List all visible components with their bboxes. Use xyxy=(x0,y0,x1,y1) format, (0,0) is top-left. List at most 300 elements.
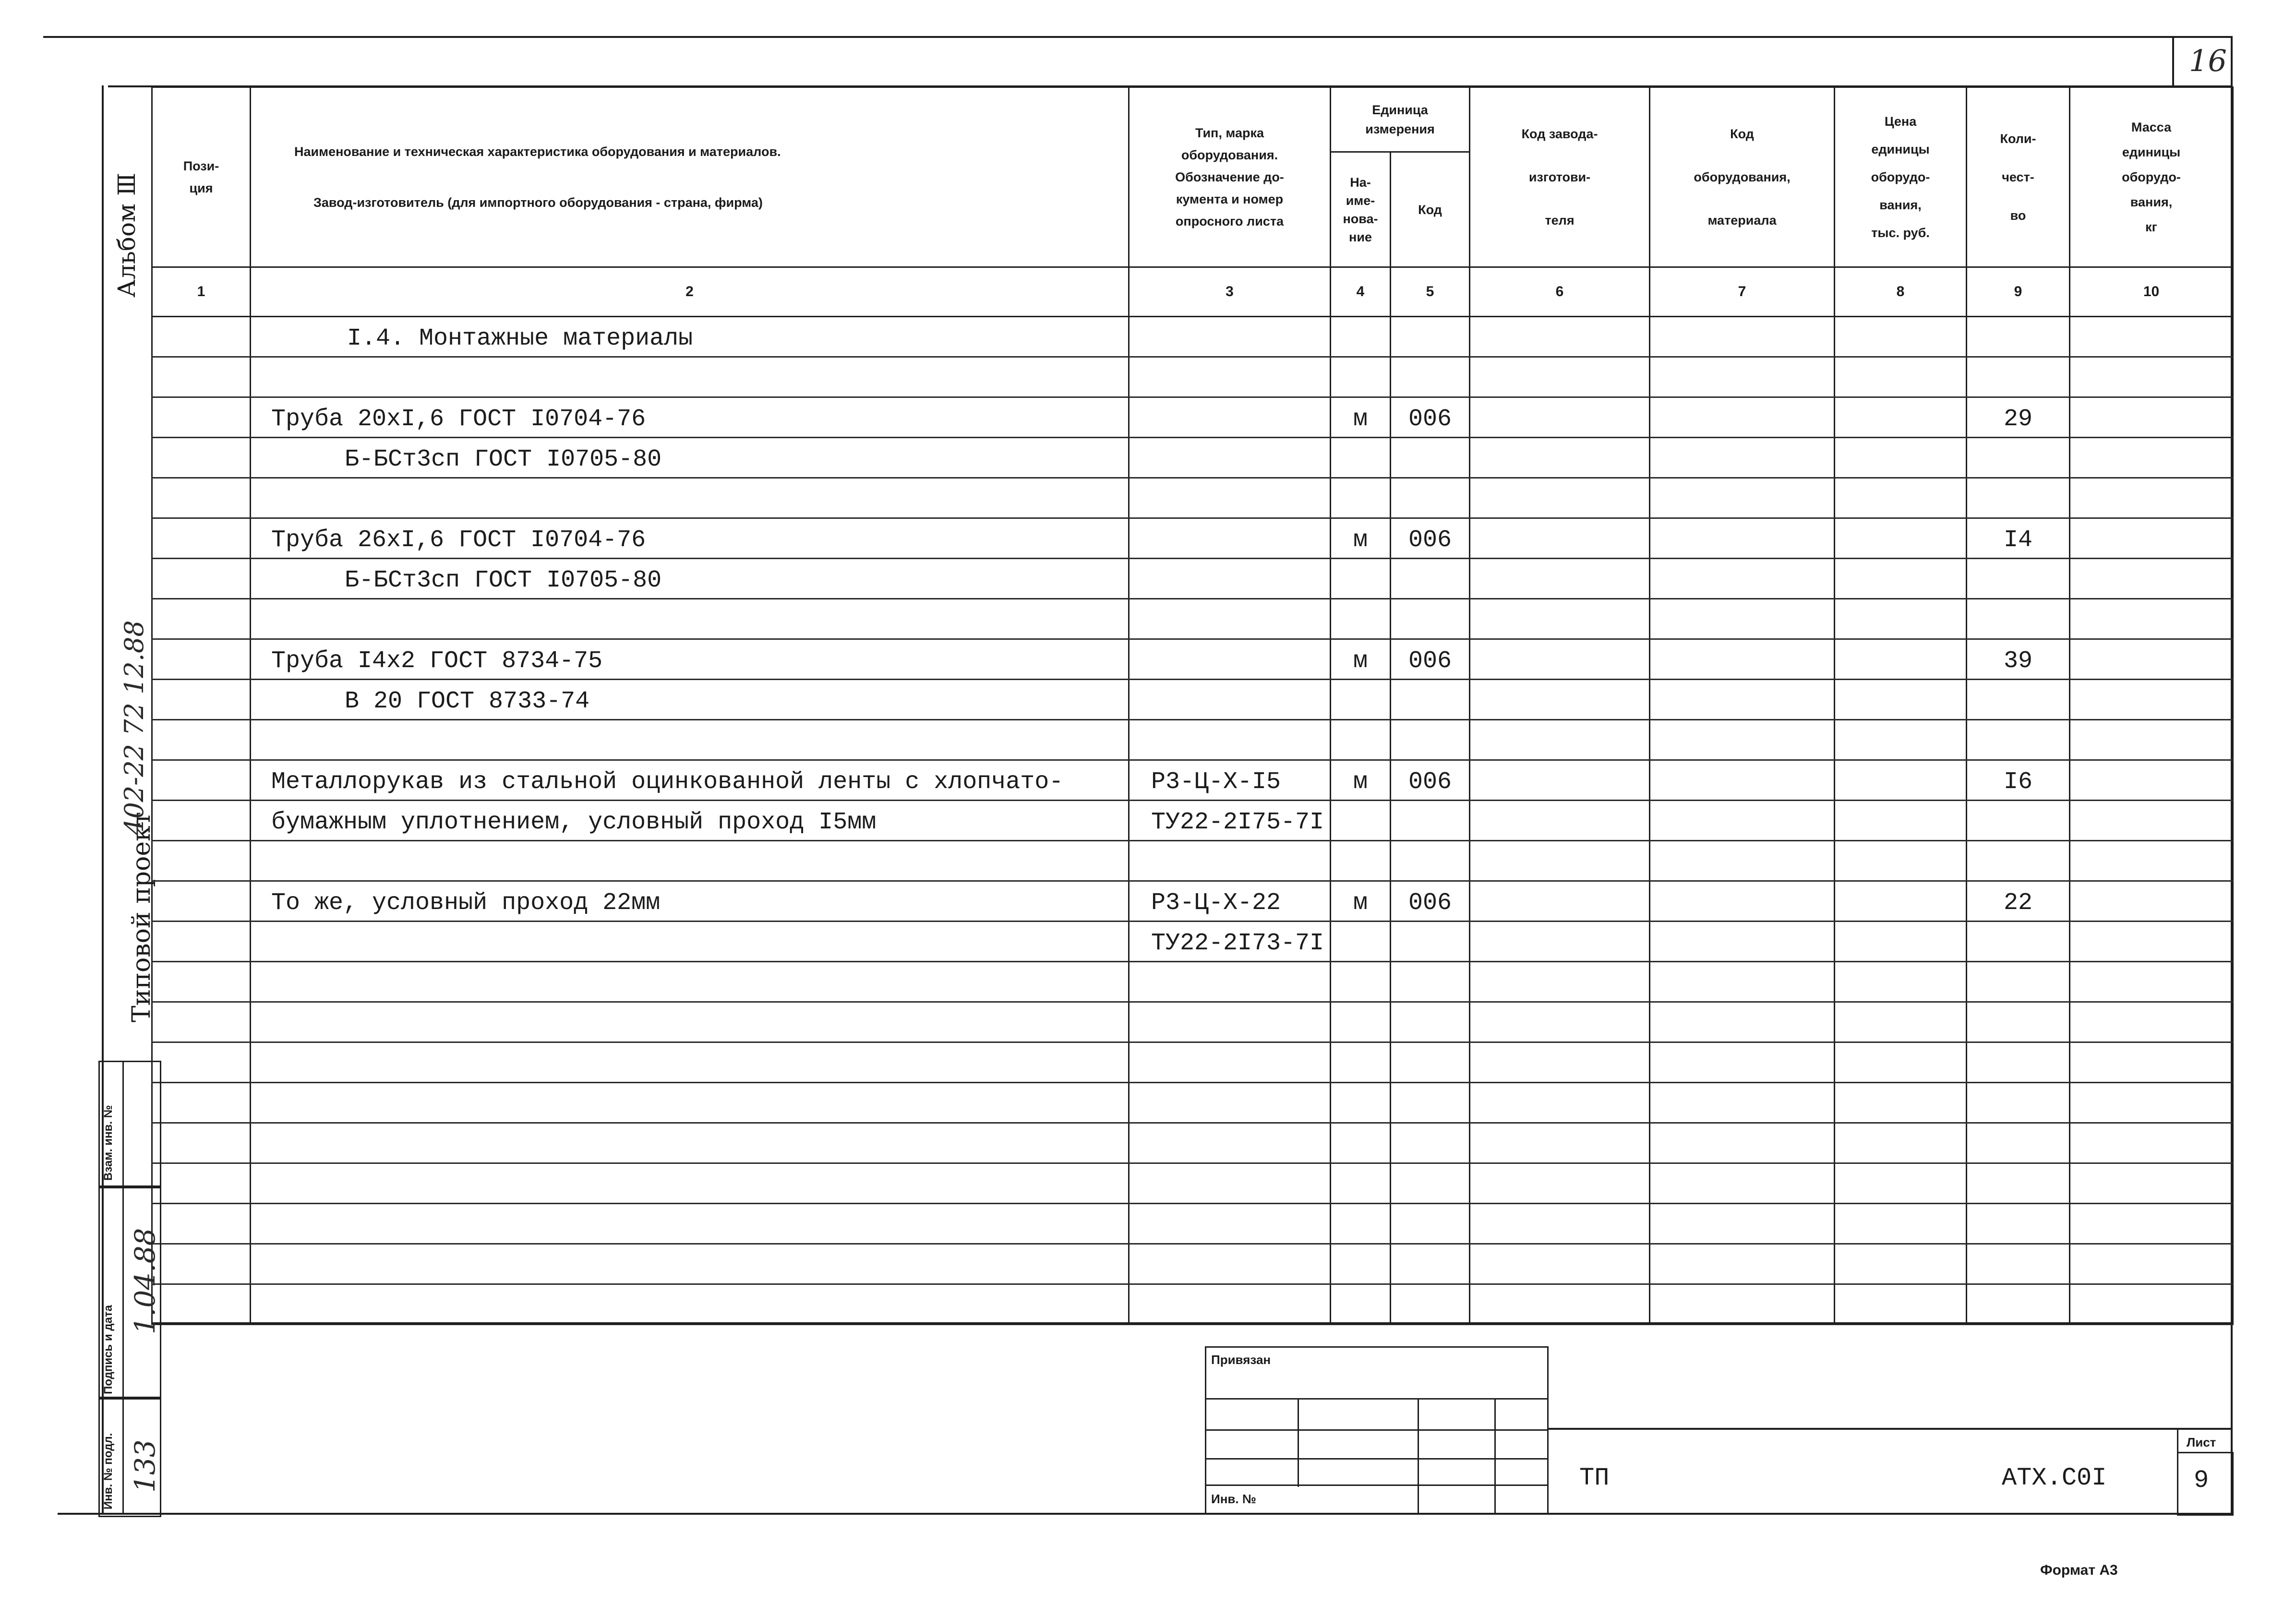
cell-unit-name xyxy=(1331,720,1391,760)
cell-unit-code xyxy=(1391,841,1470,881)
cell-unit-name xyxy=(1331,962,1391,1002)
cell-price xyxy=(1835,1284,1967,1325)
cell-name: Б-БСт3сп ГОСТ I0705-80 xyxy=(251,559,1129,599)
cell-type: ТУ22-2I75-7I xyxy=(1129,801,1331,841)
cell-price xyxy=(1835,881,1967,922)
cell-mass xyxy=(2070,438,2233,478)
cell-equipment-code xyxy=(1650,962,1835,1002)
cell-equipment-code xyxy=(1650,639,1835,680)
table-row xyxy=(152,1204,2233,1244)
cell-price xyxy=(1835,1204,1967,1244)
side-stamp-signature-label: Подпись и дата xyxy=(102,1305,115,1394)
cell-equipment-code xyxy=(1650,841,1835,881)
cell-unit-name xyxy=(1331,1002,1391,1042)
cell-position xyxy=(152,599,251,639)
table-row xyxy=(152,599,2233,639)
cell-type: Р3-Ц-Х-I5 xyxy=(1129,760,1331,801)
table-row xyxy=(152,1002,2233,1042)
cell-position xyxy=(152,639,251,680)
cell-name: бумажным уплотнением, условный проход I5мм xyxy=(251,801,1129,841)
cell-unit-code: 006 xyxy=(1391,397,1470,438)
cell-position xyxy=(152,1083,251,1123)
cell-unit-code xyxy=(1391,559,1470,599)
table-row xyxy=(152,680,2233,720)
cell-unit-code xyxy=(1391,1204,1470,1244)
cell-type xyxy=(1129,680,1331,720)
cell-equipment-code xyxy=(1650,922,1835,962)
cell-position xyxy=(152,559,251,599)
corner-box-left xyxy=(2172,36,2174,86)
cell-quantity: 39 xyxy=(1967,639,2070,680)
cell-plant-code xyxy=(1470,317,1650,357)
cell-price xyxy=(1835,599,1967,639)
cell-price xyxy=(1835,317,1967,357)
table-row xyxy=(152,1042,2233,1083)
header-unit-code: Код xyxy=(1391,152,1470,267)
cell-plant-code xyxy=(1470,680,1650,720)
cell-plant-code xyxy=(1470,438,1650,478)
cell-name xyxy=(251,1163,1129,1204)
corner-page-number: 16 xyxy=(2189,43,2227,78)
cell-position xyxy=(152,357,251,397)
cell-position xyxy=(152,1002,251,1042)
cell-type xyxy=(1129,1002,1331,1042)
cell-type xyxy=(1129,599,1331,639)
cell-quantity xyxy=(1967,1244,2070,1284)
column-number-8: 8 xyxy=(1835,267,1967,317)
cell-unit-name xyxy=(1331,922,1391,962)
cell-equipment-code xyxy=(1650,599,1835,639)
project-number-handwritten: 402-22 72 12.88 xyxy=(119,620,149,835)
cell-quantity xyxy=(1967,438,2070,478)
cell-quantity xyxy=(1967,841,2070,881)
column-number-3: 3 xyxy=(1129,267,1331,317)
cell-unit-code xyxy=(1391,1163,1470,1204)
doc-type: ТП xyxy=(1579,1464,1610,1492)
format-label: Формат А3 xyxy=(2040,1562,2118,1578)
cell-type xyxy=(1129,720,1331,760)
cell-plant-code xyxy=(1470,1163,1650,1204)
cell-price xyxy=(1835,922,1967,962)
cell-mass xyxy=(2070,559,2233,599)
cell-mass xyxy=(2070,518,2233,559)
cell-unit-code xyxy=(1391,680,1470,720)
cell-mass xyxy=(2070,760,2233,801)
cell-unit-code xyxy=(1391,1083,1470,1123)
cell-unit-code: 006 xyxy=(1391,760,1470,801)
table-row xyxy=(152,639,2233,680)
cell-mass xyxy=(2070,881,2233,922)
table-row xyxy=(152,559,2233,599)
header-unit-name: На- име- нова- ние xyxy=(1331,152,1391,267)
table-row xyxy=(152,357,2233,397)
cell-price xyxy=(1835,518,1967,559)
cell-equipment-code xyxy=(1650,559,1835,599)
cell-type xyxy=(1129,357,1331,397)
cell-unit-name: м xyxy=(1331,397,1391,438)
cell-plant-code xyxy=(1470,1204,1650,1244)
cell-quantity xyxy=(1967,317,2070,357)
cell-mass xyxy=(2070,317,2233,357)
cell-unit-name xyxy=(1331,1123,1391,1163)
cell-price xyxy=(1835,478,1967,518)
cell-equipment-code xyxy=(1650,518,1835,559)
sheet-top-line xyxy=(2177,1428,2178,1514)
cell-unit-code xyxy=(1391,438,1470,478)
cell-equipment-code xyxy=(1650,478,1835,518)
cell-type xyxy=(1129,317,1331,357)
cell-price xyxy=(1835,357,1967,397)
cell-unit-code: 006 xyxy=(1391,881,1470,922)
cell-unit-name xyxy=(1331,1083,1391,1123)
cell-unit-code xyxy=(1391,599,1470,639)
cell-unit-code xyxy=(1391,478,1470,518)
cell-quantity xyxy=(1967,922,2070,962)
table-row xyxy=(152,1163,2233,1204)
cell-equipment-code xyxy=(1650,680,1835,720)
cell-unit-code: 006 xyxy=(1391,639,1470,680)
stamp-band-line xyxy=(1548,1428,2232,1430)
cell-price xyxy=(1835,841,1967,881)
cell-equipment-code xyxy=(1650,1002,1835,1042)
cell-position xyxy=(152,881,251,922)
cell-mass xyxy=(2070,1244,2233,1284)
cell-plant-code xyxy=(1470,559,1650,599)
cell-quantity xyxy=(1967,1042,2070,1083)
cell-type xyxy=(1129,559,1331,599)
cell-mass xyxy=(2070,1002,2233,1042)
cell-mass xyxy=(2070,1284,2233,1325)
cell-quantity xyxy=(1967,962,2070,1002)
cell-type: Р3-Ц-Х-22 xyxy=(1129,881,1331,922)
cell-name: Металлорукав из стальной оцинкованной ленты с хлопчато- xyxy=(251,760,1129,801)
table-row xyxy=(152,438,2233,478)
cell-price xyxy=(1835,397,1967,438)
cell-unit-name xyxy=(1331,1042,1391,1083)
table-row xyxy=(152,478,2233,518)
cell-name: Труба I4х2 ГОСТ 8734-75 xyxy=(251,639,1129,680)
cell-quantity xyxy=(1967,599,2070,639)
cell-quantity xyxy=(1967,1123,2070,1163)
project-label: Типовой проект xyxy=(127,812,156,1022)
table-bottom-line xyxy=(151,1322,2232,1324)
cell-mass xyxy=(2070,841,2233,881)
cell-price xyxy=(1835,1163,1967,1204)
cell-quantity: I4 xyxy=(1967,518,2070,559)
column-number-10: 10 xyxy=(2070,267,2233,317)
cell-unit-name xyxy=(1331,1284,1391,1325)
cell-position xyxy=(152,962,251,1002)
cell-name xyxy=(251,599,1129,639)
header-equipment-code: Код оборудования, материала xyxy=(1650,87,1835,267)
frame-bottom xyxy=(58,1513,2232,1515)
cell-quantity xyxy=(1967,1002,2070,1042)
cell-position xyxy=(152,760,251,801)
cell-type xyxy=(1129,438,1331,478)
cell-unit-name xyxy=(1331,559,1391,599)
cell-quantity: 22 xyxy=(1967,881,2070,922)
cell-unit-name: м xyxy=(1331,881,1391,922)
binding-line-3 xyxy=(1206,1458,1547,1460)
table-row xyxy=(152,397,2233,438)
cell-equipment-code xyxy=(1650,720,1835,760)
table-row xyxy=(152,317,2233,357)
cell-unit-code xyxy=(1391,720,1470,760)
cell-mass xyxy=(2070,478,2233,518)
side-stamp-inv-original-label: Инв. № подл. xyxy=(102,1433,115,1509)
cell-equipment-code xyxy=(1650,1284,1835,1325)
header-position: Пози- ция xyxy=(152,87,251,267)
cell-name xyxy=(251,478,1129,518)
binding-vline-1 xyxy=(1298,1398,1299,1487)
cell-name xyxy=(251,1284,1129,1325)
cell-plant-code xyxy=(1470,397,1650,438)
binding-stamp-label: Привязан xyxy=(1211,1353,1271,1367)
cell-quantity xyxy=(1967,478,2070,518)
sheet-label: Лист xyxy=(2187,1435,2216,1449)
cell-equipment-code xyxy=(1650,1244,1835,1284)
table-row xyxy=(152,962,2233,1002)
cell-position xyxy=(152,1244,251,1284)
cell-name: Б-БСт3сп ГОСТ I0705-80 xyxy=(251,438,1129,478)
cell-type xyxy=(1129,1204,1331,1244)
specification-body xyxy=(152,317,2233,1325)
cell-price xyxy=(1835,438,1967,478)
cell-unit-name: м xyxy=(1331,760,1391,801)
cell-mass xyxy=(2070,1123,2233,1163)
cell-unit-name xyxy=(1331,438,1391,478)
table-row xyxy=(152,881,2233,922)
cell-unit-code xyxy=(1391,1244,1470,1284)
column-number-1: 1 xyxy=(152,267,251,317)
cell-unit-code xyxy=(1391,962,1470,1002)
binding-vline-2 xyxy=(1418,1398,1419,1513)
cell-plant-code xyxy=(1470,478,1650,518)
cell-name xyxy=(251,1042,1129,1083)
cell-unit-name: м xyxy=(1331,518,1391,559)
binding-stamp xyxy=(1205,1346,1549,1515)
header-name-line2: Завод-изготовитель (для импортного оборудования - страна, фирма) xyxy=(313,195,763,210)
cell-equipment-code xyxy=(1650,1204,1835,1244)
cell-quantity: 29 xyxy=(1967,397,2070,438)
cell-price xyxy=(1835,1042,1967,1083)
cell-name xyxy=(251,922,1129,962)
cell-equipment-code xyxy=(1650,357,1835,397)
cell-equipment-code xyxy=(1650,1042,1835,1083)
cell-type xyxy=(1129,1123,1331,1163)
header-name-line1: Наименование и техническая характеристика оборудования и материалов. xyxy=(294,144,781,159)
cell-price xyxy=(1835,1123,1967,1163)
binding-line-4 xyxy=(1206,1484,1547,1486)
header-type: Тип, марка оборудования. Обозначение до- кумента и номер опросного листа xyxy=(1129,87,1331,267)
cell-mass xyxy=(2070,599,2233,639)
cell-type xyxy=(1129,962,1331,1002)
cell-position xyxy=(152,922,251,962)
cell-position xyxy=(152,841,251,881)
cell-unit-code: 006 xyxy=(1391,518,1470,559)
cell-equipment-code xyxy=(1650,397,1835,438)
cell-unit-code xyxy=(1391,801,1470,841)
cell-plant-code xyxy=(1470,720,1650,760)
cell-price xyxy=(1835,639,1967,680)
cell-plant-code xyxy=(1470,1083,1650,1123)
cell-mass xyxy=(2070,639,2233,680)
table-row xyxy=(152,518,2233,559)
cell-position xyxy=(152,1163,251,1204)
table-row xyxy=(152,922,2233,962)
table-row xyxy=(152,1123,2233,1163)
cell-position xyxy=(152,478,251,518)
column-number-4: 4 xyxy=(1331,267,1391,317)
doc-code: АТХ.С0I xyxy=(2002,1464,2107,1492)
cell-quantity xyxy=(1967,720,2070,760)
specification-table xyxy=(151,86,2234,1325)
cell-position xyxy=(152,397,251,438)
cell-unit-name xyxy=(1331,801,1391,841)
side-stamp-divider xyxy=(122,1061,124,1514)
cell-price xyxy=(1835,1083,1967,1123)
cell-type xyxy=(1129,1163,1331,1204)
cell-name xyxy=(251,1083,1129,1123)
table-row xyxy=(152,1083,2233,1123)
cell-name: В 20 ГОСТ 8733-74 xyxy=(251,680,1129,720)
cell-mass xyxy=(2070,962,2233,1002)
cell-type xyxy=(1129,1284,1331,1325)
cell-quantity xyxy=(1967,801,2070,841)
cell-unit-name xyxy=(1331,1204,1391,1244)
cell-quantity xyxy=(1967,1204,2070,1244)
cell-quantity xyxy=(1967,559,2070,599)
cell-name xyxy=(251,962,1129,1002)
cell-plant-code xyxy=(1470,962,1650,1002)
cell-price xyxy=(1835,559,1967,599)
table-row xyxy=(152,801,2233,841)
cell-mass xyxy=(2070,720,2233,760)
cell-plant-code xyxy=(1470,518,1650,559)
cell-unit-code xyxy=(1391,1284,1470,1325)
header-plant-code: Код завода- изготови- теля xyxy=(1470,87,1650,267)
cell-plant-code xyxy=(1470,881,1650,922)
cell-name xyxy=(251,1123,1129,1163)
cell-quantity xyxy=(1967,1083,2070,1123)
cell-unit-name xyxy=(1331,357,1391,397)
binding-vline-3 xyxy=(1494,1398,1496,1513)
cell-quantity xyxy=(1967,680,2070,720)
cell-quantity: I6 xyxy=(1967,760,2070,801)
cell-unit-code xyxy=(1391,317,1470,357)
cell-mass xyxy=(2070,397,2233,438)
cell-position xyxy=(152,1284,251,1325)
column-number-5: 5 xyxy=(1391,267,1470,317)
cell-unit-code xyxy=(1391,357,1470,397)
side-stamp-replaced-inv-label: Взам. инв. № xyxy=(102,1105,115,1181)
cell-plant-code xyxy=(1470,760,1650,801)
cell-plant-code xyxy=(1470,357,1650,397)
cell-mass xyxy=(2070,1163,2233,1204)
cell-mass xyxy=(2070,357,2233,397)
cell-name xyxy=(251,720,1129,760)
table-row xyxy=(152,720,2233,760)
cell-equipment-code xyxy=(1650,1123,1835,1163)
sheet-number: 9 xyxy=(2194,1466,2209,1495)
cell-mass xyxy=(2070,1042,2233,1083)
header-unit-group: Единица измерения xyxy=(1331,87,1470,152)
cell-equipment-code xyxy=(1650,801,1835,841)
cell-position xyxy=(152,680,251,720)
cell-position xyxy=(152,1204,251,1244)
cell-type xyxy=(1129,1244,1331,1284)
cell-name xyxy=(251,357,1129,397)
cell-mass xyxy=(2070,680,2233,720)
cell-name: Труба 26хI,6 ГОСТ I0704-76 xyxy=(251,518,1129,559)
header-name xyxy=(251,87,1129,267)
column-number-9: 9 xyxy=(1967,267,2070,317)
cell-price xyxy=(1835,720,1967,760)
cell-position xyxy=(152,518,251,559)
cell-mass xyxy=(2070,801,2233,841)
cell-unit-name xyxy=(1331,1163,1391,1204)
cell-plant-code xyxy=(1470,1002,1650,1042)
binding-line-1 xyxy=(1206,1398,1547,1400)
column-number-7: 7 xyxy=(1650,267,1835,317)
cell-position xyxy=(152,720,251,760)
cell-name: То же, условный проход 22мм xyxy=(251,881,1129,922)
cell-name xyxy=(251,1204,1129,1244)
cell-unit-name xyxy=(1331,841,1391,881)
cell-equipment-code xyxy=(1650,317,1835,357)
cell-name: I.4. Монтажные материалы xyxy=(251,317,1129,357)
cell-type xyxy=(1129,397,1331,438)
cell-type xyxy=(1129,1083,1331,1123)
cell-plant-code xyxy=(1470,639,1650,680)
cell-plant-code xyxy=(1470,841,1650,881)
cell-plant-code xyxy=(1470,1284,1650,1325)
cell-equipment-code xyxy=(1650,1163,1835,1204)
cell-type: ТУ22-2I73-7I xyxy=(1129,922,1331,962)
cell-price xyxy=(1835,1244,1967,1284)
cell-type xyxy=(1129,478,1331,518)
table-row xyxy=(152,841,2233,881)
cell-name xyxy=(251,1244,1129,1284)
cell-price xyxy=(1835,1002,1967,1042)
cell-unit-name xyxy=(1331,317,1391,357)
cell-type xyxy=(1129,518,1331,559)
cell-unit-name xyxy=(1331,599,1391,639)
cell-quantity xyxy=(1967,1163,2070,1204)
cell-quantity xyxy=(1967,1284,2070,1325)
column-number-row xyxy=(152,267,2233,317)
cell-price xyxy=(1835,801,1967,841)
cell-unit-code xyxy=(1391,922,1470,962)
cell-unit-code xyxy=(1391,1042,1470,1083)
table-row xyxy=(152,1284,2233,1325)
cell-plant-code xyxy=(1470,801,1650,841)
binding-line-2 xyxy=(1206,1429,1547,1431)
column-number-2: 2 xyxy=(251,267,1129,317)
cell-plant-code xyxy=(1470,1123,1650,1163)
cell-price xyxy=(1835,760,1967,801)
table-row xyxy=(152,1244,2233,1284)
side-stamp-signature-value: 1.04.88 xyxy=(129,1228,161,1334)
cell-position xyxy=(152,1123,251,1163)
cell-unit-code xyxy=(1391,1123,1470,1163)
cell-plant-code xyxy=(1470,1244,1650,1284)
cell-equipment-code xyxy=(1650,1083,1835,1123)
cell-unit-name xyxy=(1331,478,1391,518)
cell-unit-code xyxy=(1391,1002,1470,1042)
cell-unit-name xyxy=(1331,1244,1391,1284)
cell-type xyxy=(1129,841,1331,881)
